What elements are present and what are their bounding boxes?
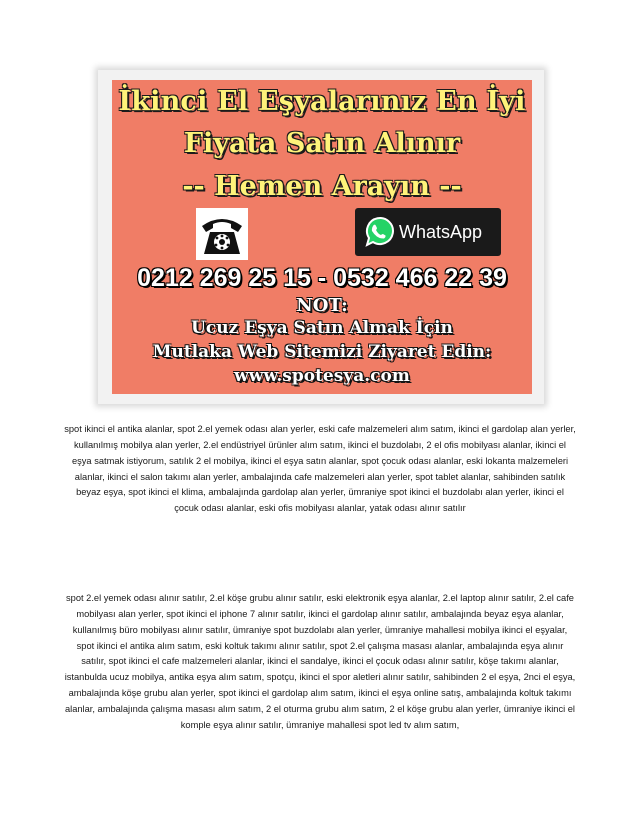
- note-title: NOT:: [296, 295, 348, 316]
- advertisement-banner: [112, 80, 532, 394]
- banner-headline-1: İkinci El Eşyalarınız En İyi: [118, 86, 526, 117]
- whatsapp-icon: [361, 215, 395, 249]
- banner-headline-3: -- Hemen Arayın --: [182, 171, 462, 202]
- website-url: www.spotesya.com: [234, 366, 410, 386]
- phone-numbers: 0212 269 25 15 - 0532 466 22 39: [137, 264, 507, 292]
- telephone-icon: [196, 208, 248, 260]
- note-line-2: Mutlaka Web Sitemizi Ziyaret Edin:: [152, 342, 492, 362]
- banner-headline-2: Fiyata Satın Alınır: [183, 128, 461, 159]
- body-paragraph-1: spot ikinci el antika alanlar, spot 2.el yemek odası alan yerler, eski cafe malzemeleri alım satım, ikinci el gardolap alan yerler, kullanılmış mobilya alan yerler, 2.el endüstriyel ürünler alım satım, ikinci el buzdolabı, 2 el ofis mobilyası alanlar, ikinci el eşya satmak istiyorum, satılık 2 el mobilya, ikinci el eşya satın alanlar, spot çocuk odası alanlar, eski lokanta malzemeleri alanlar, ikinci el salon takımı alan yerler, ambalajında cafe malzemeleri alan yerler, spot tablet alanlar, sahibinden satılık beyaz eşya, spot ikinci el klima, ambalajında gardolap alan yerler, ümraniye spot ikinci el buzdolabı alan yerler, ikinci el çocuk odası alanlar, eski ofis mobilyası alanlar, yatak odası alınır satılır: [64, 424, 576, 514]
- note-line-1: Ucuz Eşya Satın Almak İçin: [191, 318, 453, 338]
- body-paragraph-2: spot 2.el yemek odası alınır satılır, 2.el köşe grubu alınır satılır, eski elektronik eşya alanlar, 2.el laptop alınır satılır, 2.el cafe mobilyası alan yerler, spot ikinci el iphone 7 alınır satılır, ikinci el gardolap alınır satılır, ambalajında beyaz eşya alanlar, kullanılmış büro mobilyası alınır satılır, ümraniye spot buzdolabı alan yerler, ümraniye mahallesi mobilya ikinci el eşyalar, spot ikinci el antika alım satım, eski koltuk takımı alınır satılır, spot 2.el çalışma masası alanlar, ambalajında eşya alınır satılır, spot ikinci el cafe malzemeleri alanlar, ikinci el sandalye, ikinci el çocuk odası alınır satılır, köşe takımı alanlar, istanbulda ucuz mobilya, antika eşya alım satım, spotçu, ikinci el spor aletleri alınır satılır, sahibinden 2 el eşya, 2nci el eşya, ambalajında köşe grubu alan yerler, spot ikinci el gardolap alım satım, ikinci el eşya online satış, ambalajında koltuk takımı alanlar, ambalajında çalışma masası alım satım, 2 el oturma grubu alım satım, 2 el köşe grubu alan yerler, ümraniye ikinci el komple eşya alınır satılır, ümraniye mahallesi spot led tv alım satım,: [64, 593, 576, 730]
- whatsapp-label: WhatsApp: [399, 221, 483, 242]
- whatsapp-badge: [355, 208, 501, 256]
